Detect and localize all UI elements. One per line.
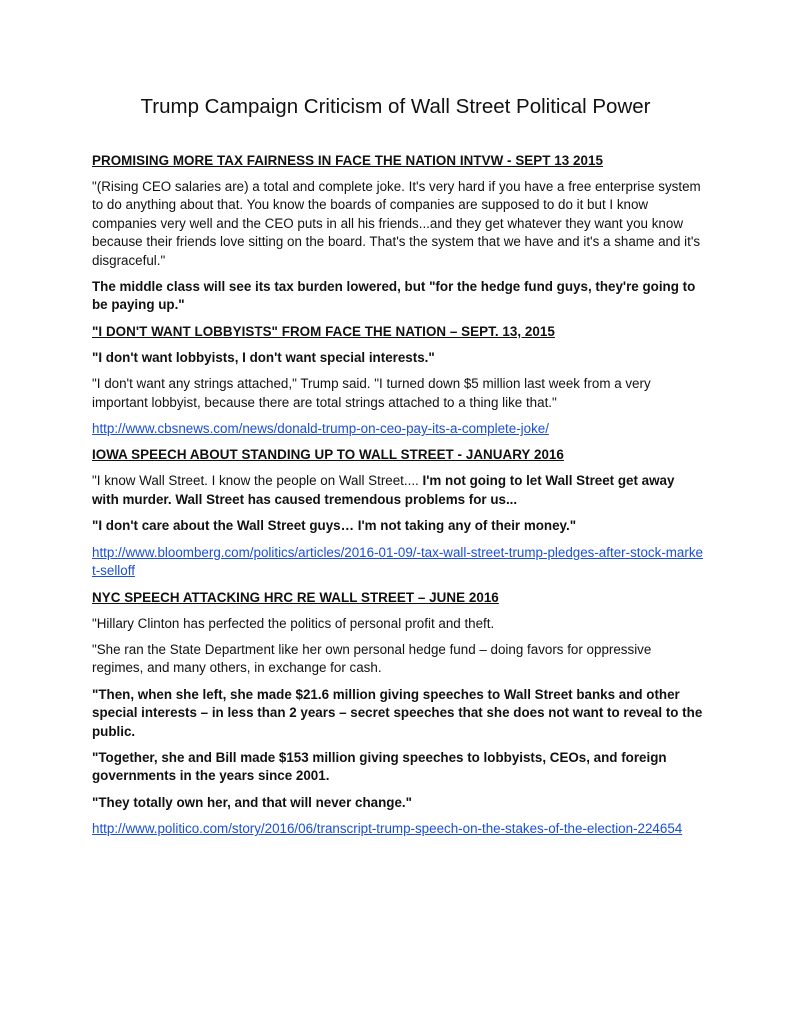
quote-middle-class: The middle class will see its tax burden lowered, but "for the hedge fund guys, they're going to be paying up." (92, 279, 696, 313)
source-link-cbsnews[interactable]: http://www.cbsnews.com/news/donald-trump-on-ceo-pay-its-a-complete-joke/ (92, 421, 549, 437)
quote-speeches-money: "Then, when she left, she made $21.6 million giving speeches to Wall Street banks and other special interests – in less than 2 years – secret speeches that she does not want to reveal to the public. (92, 686, 703, 739)
quote-153-million: "Together, she and Bill made $153 million giving speeches to lobbyists, CEOs, and foreign governments in the years since 2001. (92, 749, 667, 784)
quote-know-wall-street-lead: "I know Wall Street. I know the people on Wall Street.... (92, 473, 423, 489)
quote-ceo-salaries: "(Rising CEO salaries are) a total and complete joke. It's very hard if you have a free enterprise system to do anything about that. You know the boards of companies are supposed to do it but I know companies very well and the CEO puts in all his friends...and they get whatever they want you know because their friends love sitting on the board. That's the system that we have and it's a shame and it's disgraceful." (92, 179, 701, 268)
quote-personal-profit: "Hillary Clinton has perfected the politics of personal profit and theft. (92, 615, 495, 631)
source-link-politico[interactable]: http://www.politico.com/story/2016/06/transcript-trump-speech-on-the-stakes-of-the-election-224654 (92, 821, 683, 837)
quote-know-wall-street (92, 472, 704, 509)
quote-totally-own-her: "They totally own her, and that will never change." (92, 794, 413, 810)
quote-know-wall-street-bold: I'm not going to let Wall Street get away with murder. Wall Street has caused tremendous problems for us... (92, 473, 675, 507)
quote-hedge-fund: "She ran the State Department like her own personal hedge fund – doing favors for oppressive regimes, and many others, in exchange for cash. (92, 641, 652, 676)
quote-no-lobbyists: "I don't want lobbyists, I don't want special interests." (92, 349, 435, 365)
section-heading-lobbyists: "I DON'T WANT LOBBYISTS" FROM FACE THE NATION – SEPT. 13, 2015 (92, 323, 555, 339)
quote-strings-attached: "I don't want any strings attached," Trump said. "I turned down $5 million last week from a very important lobbyist, because there are total strings attached to a thing like that." (92, 376, 651, 410)
quote-dont-care: "I don't care about the Wall Street guys… I'm not taking any of their money." (92, 518, 577, 534)
source-link-bloomberg[interactable]: http://www.bloomberg.com/politics/articles/2016-01-09/-tax-wall-street-trump-pledges-after-stock-market-selloff (92, 544, 703, 579)
page-title: Trump Campaign Criticism of Wall Street Political Power (140, 95, 651, 118)
section-heading-iowa-speech: IOWA SPEECH ABOUT STANDING UP TO WALL STREET - JANUARY 2016 (92, 447, 564, 463)
section-heading-nyc-speech: NYC SPEECH ATTACKING HRC RE WALL STREET – JUNE 2016 (92, 589, 499, 605)
document-body (92, 152, 704, 847)
section-heading-tax-fairness: PROMISING MORE TAX FAIRNESS IN FACE THE NATION INTVW - SEPT 13 2015 (92, 153, 604, 168)
